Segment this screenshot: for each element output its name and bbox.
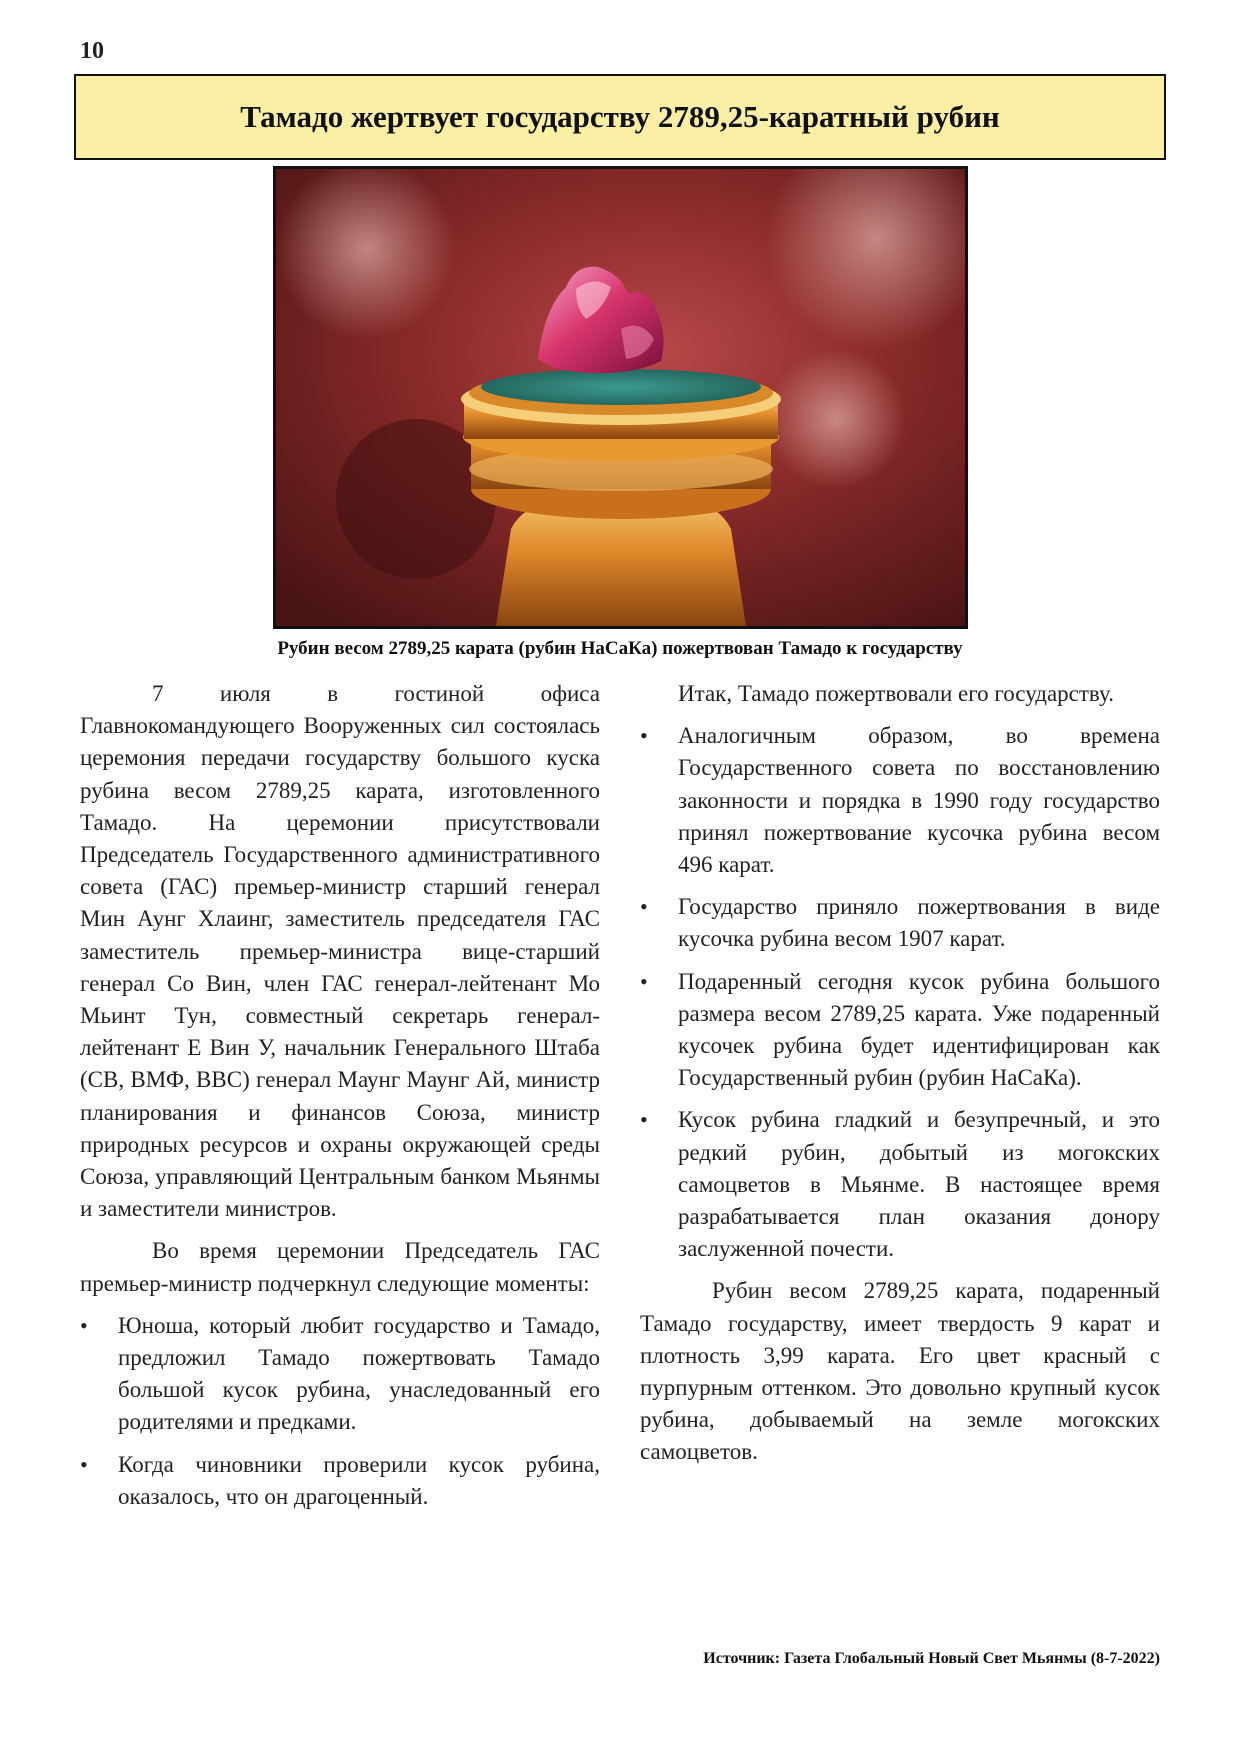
right-column: [640, 678, 1160, 1479]
bullet-list: [80, 1310, 600, 1513]
article-photo: [273, 166, 968, 629]
photo-caption: Рубин весом 2789,25 карата (рубин НаСаКа) пожертвован Тамадо к государству: [277, 638, 963, 659]
bullet-list: [640, 720, 1160, 1265]
list-item: • Кусок рубина гладкий и безупречный, и это редкий рубин, добытый из могокских самоцветов в Мьянме. В настоящее время разрабатывается план оказания донору заслуженной почести.: [640, 1104, 1160, 1265]
title-banner: [74, 74, 1166, 160]
list-item: • Подаренный сегодня кусок рубина большого размера весом 2789,25 карата. Уже подаренный кусочек рубина будет идентифицирован как Государственный рубин (рубин НаСаКа).: [640, 966, 1160, 1095]
source-attribution: Источник: Газета Глобальный Новый Свет Мьянмы (8-7-2022): [703, 1650, 1160, 1667]
list-item: • Государство приняло пожертвования в виде кусочка рубина весом 1907 карат.: [640, 891, 1160, 955]
paragraph: Рубин весом 2789,25 карата, подаренный Тамадо государству, имеет твердость 9 карат и плотность 3,99 карата. Его цвет красный с пурпурным оттенком. Это довольно крупный кусок рубина, добываемый на земле могокских самоцветов.: [640, 1278, 1160, 1465]
paragraph: Итак, Тамадо пожертвовали его государству.: [678, 681, 1114, 706]
list-item: • Когда чиновники проверили кусок рубина, оказалось, что он драгоценный.: [80, 1449, 600, 1513]
left-column: [80, 678, 600, 1523]
ruby-on-carved-stand-photo: [276, 169, 965, 626]
page-number: 10: [80, 38, 104, 64]
list-item: • Юноша, который любит государство и Тамадо, предложил Тамадо пожертвовать Тамадо большой кусок рубина, унаследованный его родителями и предками.: [80, 1310, 600, 1439]
list-item: • Аналогичным образом, во времена Государственного совета по восстановлению законности и порядка в 1990 году государство принял пожертвование кусочка рубина весом 496 карат.: [640, 720, 1160, 881]
paragraph: 7 июля в гостиной офиса Главнокомандующего Вооруженных сил состоялась церемония передачи государству большого куска рубина весом 2789,25 карата, изготовленного Тамадо. На церемонии присутствовали Председатель Государственного административного совета (ГАС) премьер-министр старший генерал Мин Аунг Хлаинг, заместитель председателя ГАС заместитель премьер-министра вице-старший генерал Со Вин, член ГАС генерал-лейтенант Мо Мьинт Тун, совместный секретарь генерал-лейтенант Е Вин У, начальник Генерального Штаба (СВ, ВМФ, ВВС) генерал Маунг Маунг Ай, министр планирования и финансов Союза, министр природных ресурсов и охраны окружающей среды Союза, управляющий Центральным банком Мьянмы и заместители министров.: [80, 681, 600, 1222]
article-title: Тамадо жертвует государству 2789,25-каратный рубин: [240, 99, 1000, 134]
paragraph: Во время церемонии Председатель ГАС премьер-министр подчеркнул следующие моменты:: [80, 1238, 600, 1296]
